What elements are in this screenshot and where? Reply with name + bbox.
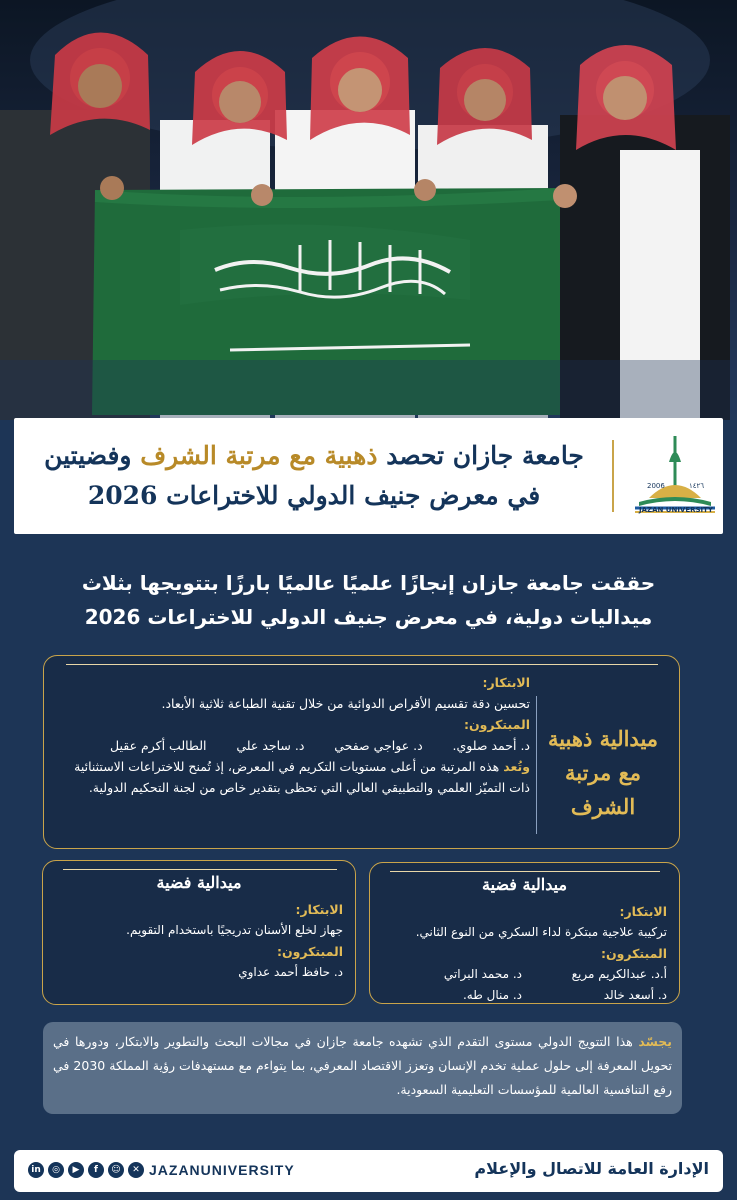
intro-line-1: حققت جامعة جازان إنجازًا علميًا عالميًا بارزًا بتتويجها بثلاث (81, 571, 656, 595)
youtube-icon[interactable]: ▶ (68, 1162, 84, 1178)
silver-medal-title: ميدالية فضية (481, 875, 568, 894)
innovation-text: جهاز لخلع الأسنان تدريجيًا باستخدام التقويم. (126, 923, 343, 937)
innovation-text: تحسين دقة تقسيم الأقراص الدوائية من خلال تقنية الطباعة ثلاثية الأبعاد. (161, 696, 530, 711)
note-text: هذه المرتبة من أعلى مستويات التكريم في المعرض، إذ تُمنح للاختراعات الاستثنائية ذات التميّز العلمي والتطبيقي العالي التي تحظى بتقدير خاص من لجنة التحكيم الدولية. (74, 759, 530, 795)
title-banner (14, 418, 723, 534)
innovation-label: الابتكار: (482, 675, 530, 690)
team-with-flag-illustration (0, 0, 737, 420)
x-icon[interactable]: ✕ (128, 1162, 144, 1178)
intro-text (30, 566, 707, 634)
silver-medal-details (53, 899, 343, 983)
silver-medal-details (377, 901, 667, 1006)
logo-year-hijri: ١٤٢٦ (689, 482, 705, 490)
inventor-name: د. أحمد صلوي. (452, 738, 530, 753)
logo-wordmark: JAZAN UNIVERSITY (638, 506, 714, 514)
headline-part-2: وفضيتين (44, 441, 132, 470)
banner-divider (612, 440, 614, 512)
inventors-label: المبتكرون: (276, 944, 343, 959)
gold-medal-note (56, 756, 530, 798)
social-handle[interactable]: JAZANUNIVERSITY (149, 1162, 295, 1178)
conclusion-body: هذا التتويج الدولي مستوى التقدم الذي تشهده جامعة جازان في مجالات البحث والتطوير والابتكار، ودورها في تحويل المعرفة إلى حلول عملية تخدم الإنسان وتعزز الاقتصاد المعرفي، بما يتواءم مع مستهدفات رؤية المملكة 2030 في رفع التنافسية العالمية للمؤسسات التعليمية السعودية. (53, 1034, 672, 1097)
inventors-list (110, 735, 530, 756)
conclusion-box (43, 1022, 682, 1114)
gold-medal-card (43, 655, 680, 849)
logo-year: 2006 (647, 482, 665, 490)
instagram-icon[interactable]: ◎ (48, 1162, 64, 1178)
inventors-label: المبتكرون: (463, 717, 530, 732)
facebook-icon[interactable]: f (88, 1162, 104, 1178)
headline-highlight: ذهبية مع مرتبة الشرف (140, 441, 378, 470)
inventor-name: د. أسعد خالد (603, 988, 667, 1002)
innovation-text: تركيبة علاجية مبتكرة لداء السكري من النوع الثاني. (415, 925, 667, 939)
gold-medal-details (56, 672, 530, 798)
department-name: الإدارة العامة للاتصال والإعلام (474, 1159, 709, 1178)
inventor-name: الطالب أكرم عقيل (110, 738, 207, 753)
inventor-name: د. عواجي صفحي (334, 738, 423, 753)
card-top-rule (63, 869, 337, 870)
headline-line-1 (30, 436, 598, 476)
inventor-name: د. منال طه. (462, 988, 522, 1002)
linkedin-icon[interactable]: in (28, 1162, 44, 1178)
gold-medal-line-2: مع مرتبة الشرف (564, 760, 641, 819)
headline-part-1: جامعة جازان تحصد (386, 441, 584, 470)
inventors-list (377, 964, 667, 1006)
hero-photo (0, 0, 737, 420)
headline-line-2: في معرض جنيف الدولي للاختراعات 2026 (87, 481, 541, 510)
silver-medal-title: ميدالية فضية (156, 873, 242, 892)
gold-card-separator (536, 696, 537, 834)
gold-medal-title (539, 722, 667, 824)
intro-line-2: ميداليات دولية، في معرض جنيف الدولي للاختراعات 2026 (84, 605, 653, 629)
snapchat-icon[interactable]: ☺ (108, 1162, 124, 1178)
inventor-name: د. ساجد علي (236, 738, 305, 753)
note-lead: وتُعد (503, 759, 530, 774)
gold-medal-line-1: ميدالية ذهبية (547, 726, 659, 751)
inventor-name: د. حافظ أحمد عداوي (238, 965, 343, 979)
conclusion-text (53, 1030, 672, 1102)
inventor-name: أ.د. عبدالكريم مريع (571, 967, 667, 981)
footer (14, 1150, 723, 1192)
conclusion-lead: يجسّد (638, 1034, 672, 1049)
innovation-label: الابتكار: (295, 902, 343, 917)
card-top-rule (66, 664, 658, 665)
inventor-name: د. محمد البراتي (443, 967, 522, 981)
silver-medal-card-dental (42, 860, 356, 1005)
headline (30, 436, 598, 516)
silver-medal-card-diabetes (369, 862, 680, 1004)
card-top-rule (390, 871, 660, 872)
inventors-label: المبتكرون: (600, 946, 667, 961)
innovation-label: الابتكار: (619, 904, 667, 919)
